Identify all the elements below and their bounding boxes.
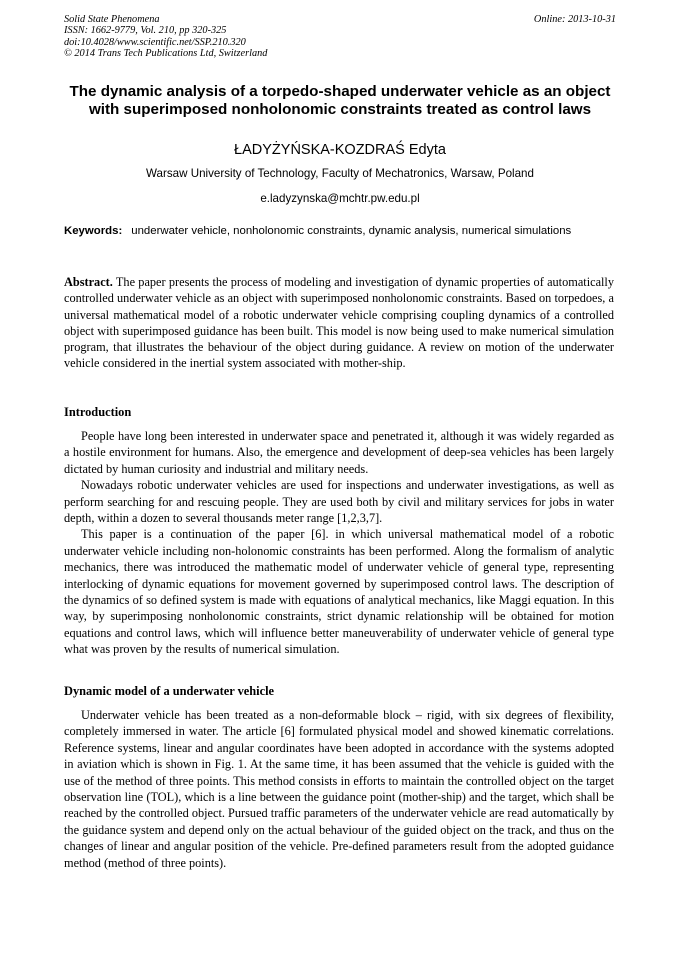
section-body-dynamic-model <box>64 707 614 871</box>
keywords-text: underwater vehicle, nonholonomic constraints, dynamic analysis, numerical simulations <box>131 225 572 237</box>
paper-title: The dynamic analysis of a torpedo-shaped underwater vehicle as an object with superimposed nonholonomic constraints treated as control laws <box>69 83 611 118</box>
journal-name: Solid State Phenomena <box>64 14 160 25</box>
abstract-block <box>64 274 614 372</box>
section-body-introduction <box>64 428 614 658</box>
abstract-text: The paper presents the process of modeling and investigation of dynamic properties of automatically controlled underwater vehicle as an object with superimposed nonholonomic constraints. Based on torpedoes, a universal mathematical model of a robotic underwater vehicle comprising coupling dynamics of a controlled object with superimposed guidance has been built. This model is now being used to make numerical simulation program, that illustrates the behaviour of the object during guidance. A review on motion of the underwater vehicle considered in the inertial system associated with mother-ship. <box>64 275 615 371</box>
keywords-block <box>64 224 614 239</box>
issn-line: ISSN: 1662-9779, Vol. 210, pp 320-325 <box>64 25 227 37</box>
doi-line: doi:10.4028/www.scientific.net/SSP.210.320 <box>64 36 246 48</box>
paragraph: Nowadays robotic underwater vehicles are used for inspections and underwater investigations, as well as perform searching for and rescuing people. They are used both by civil and military services for jobs in water depth, within a dozen to several thousands meter range [1,2,3,7]. <box>64 478 614 526</box>
section-heading-dynamic-model: Dynamic model of a underwater vehicle <box>64 684 275 698</box>
section-heading-introduction: Introduction <box>64 405 132 419</box>
copyright-line: © 2014 Trans Tech Publications Ltd, Switzerland <box>64 48 268 60</box>
abstract-label: Abstract. <box>64 275 113 289</box>
journal-header <box>64 14 616 60</box>
keywords-label: Keywords: <box>64 225 123 237</box>
online-date: Online: 2013-10-31 <box>533 14 616 25</box>
author-affiliation: Warsaw University of Technology, Faculty of Mechatronics, Warsaw, Poland <box>146 167 534 180</box>
paragraph: This paper is a continuation of the paper [6]. in which universal mathematical model of a robotic underwater vehicle including non-holonomic constraints has been performed. Along the formalism of analytic mechanics, there was introduced the mathematic model of underwater vehicle of general type, representing interlocking of dynamic equations for movement governed by superimposed control laws. The description of the dynamics of so defined system is made with equations of analytical mechanics, like Maggi equation. In this way, by superimposing nonholonomic constraints, strict dynamic relationship will be obtained for motion equations and control laws, which will influence better maneuverability of underwater vehicle of general type what was proven by the results of numerical simulation. <box>64 527 614 657</box>
paragraph: People have long been interested in underwater space and penetrated it, although it was widely regarded as a hostile environment for humans. Also, the emergence and development of deep-sea vehicles has been largely dictated by human curiosity and industrial and military needs. <box>64 429 614 476</box>
paragraph: Underwater vehicle has been treated as a non-deformable block – rigid, with six degrees of flexibility, completely immersed in water. The article [6] formulated physical model and showed kinematic correlations. Reference systems, linear and angular coordinates have been adopted in accordance with the systems adopted in aviation which is shown in Fig. 1. At the same time, it has been assumed that the vehicle is guided with the use of the method of three points. This method consists in efforts to maintain the controlled object on the target observation line (TOL), which is a line between the guidance point (mother-ship) and the target, which shall be reached by the controlled object. Pursued traffic parameters of the underwater vehicle are read automatically by the guidance system and depend only on the actual behaviour of the guided object on the track, and thus on the changes of linear and angular position of the vehicle. Pre-defined parameters result from the adopted guidance method (method of three points). <box>64 708 614 870</box>
author-email[interactable]: e.ladyzynska@mchtr.pw.edu.pl <box>260 192 420 205</box>
author-name: ŁADYŻYŃSKA-KOZDRAŚ Edyta <box>234 142 446 158</box>
